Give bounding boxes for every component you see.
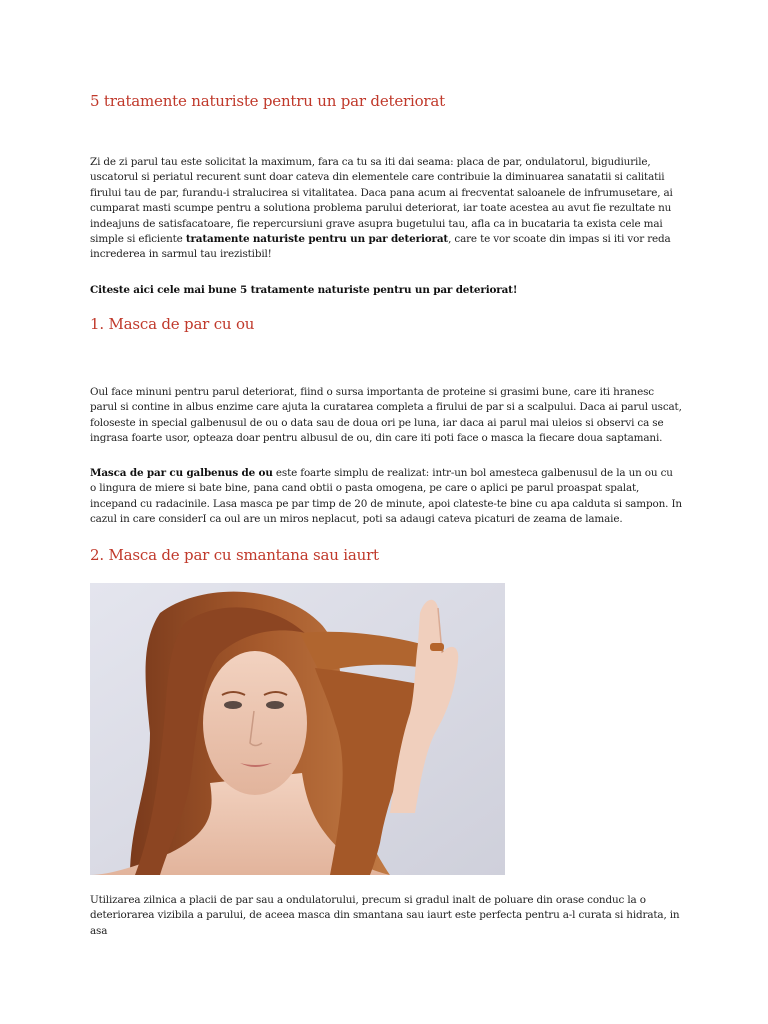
article-title: 5 tratamente naturiste pentru un par deteriorat bbox=[90, 92, 445, 110]
intro-text-part1: Zi de zi parul tau este solicitat la maximum, fara ca tu sa iti dai seama: placa de par, ondulatorul, bigudiurile, uscatorul si periatul recurent sunt doar cateva din elementele care contribuie la diminuarea sanatatii si calitatii firului tau de par, furandu-i stralucirea si vitalitatea. Daca pana acum ai frecventat saloanele de infrumusetare, ai cumparat masti scumpe pentru a solutiona problema parului deteriorat, iar toate acestea au avut fie rezultate nu indeajuns de satisfacatoare, fie repercursiuni grave asupra bugetului tau, afla ca in bucataria ta exista cele mai simple si eficiente bbox=[90, 156, 673, 246]
cream-mask-intro-paragraph: Utilizarea zilnica a placii de par sau a ondulatorului, precum si gradul inalt de poluare din orase conduc la o deteriorarea vizibila a parului, de aceea masca din smantana sau iaurt este perfecta pentru a-l curata si hidrata, in asa bbox=[90, 894, 680, 937]
intro-bold-phrase: tratamente naturiste pentru un par deteriorat bbox=[185, 233, 449, 246]
intro-paragraph bbox=[90, 155, 682, 263]
call-to-action: Citeste aici cele mai bune 5 tratamente naturiste pentru un par deteriorat! bbox=[90, 284, 518, 296]
intro-text-part2: , care te vor scoate din impas si iti vor reda increderea in sarmul tau irezistibil! bbox=[90, 233, 671, 261]
section-heading-cream-mask: 2. Masca de par cu smantana sau iaurt bbox=[90, 546, 379, 564]
woman-hair-photo bbox=[90, 583, 505, 875]
section-heading-egg-mask: 1. Masca de par cu ou bbox=[90, 315, 255, 333]
egg-mask-recipe-text: este foarte simplu de realizat: intr-un bol amesteca galbenusul de la un ou cu o lingura de miere si bate bine, pana cand obtii o pasta omogena, pe care o aplici pe parul proaspat spalat, incepand cu radacinile. Lasa masca pe par timp de 20 de minute, apoi clateste-te bine cu apa calduta si sampon. In cazul in care considerI ca oul are un miros neplacut, poti sa adaugi cateva picaturi de zeama de lamaie. bbox=[90, 467, 682, 526]
egg-mask-bold-title: Masca de par cu galbenus de ou bbox=[90, 467, 273, 479]
egg-benefits-paragraph: Oul face minuni pentru parul deteriorat, fiind o sursa importanta de proteine si grasimi bune, care iti hranesc parul si contine in albus enzime care ajuta la curatarea completa a firului de par si a scalpului. Daca ai parul uscat, foloseste in special galbenusul de ou o data sau de doua ori pe luna, iar daca ai parul mai uleios si observi ca se ingrasa foarte usor, opteaza doar pentru albusul de ou, din care iti poti face o masca la fiecare doua saptamani. bbox=[90, 386, 682, 445]
egg-mask-recipe-paragraph bbox=[90, 466, 682, 528]
